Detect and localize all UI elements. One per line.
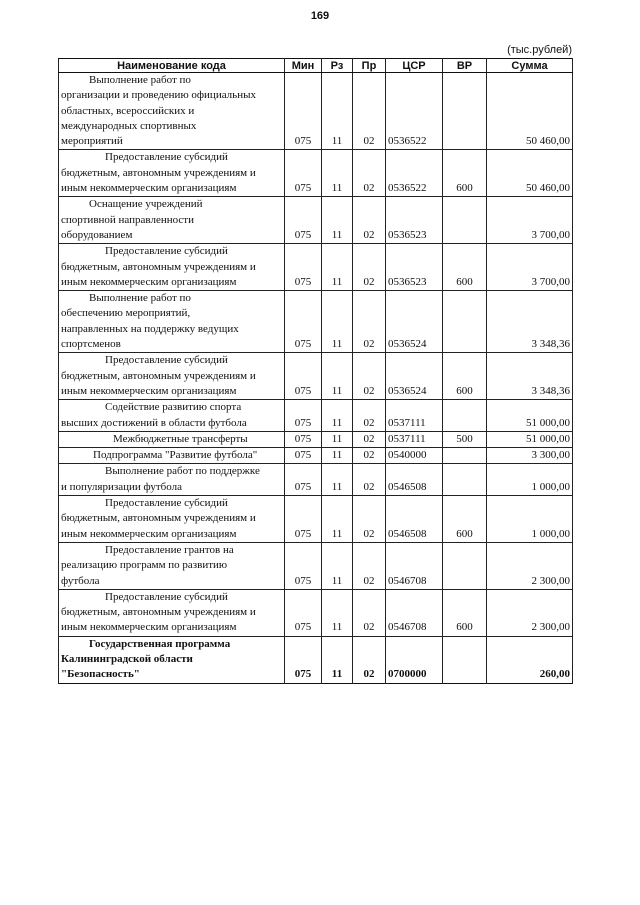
- row-sum: 2 300,00: [487, 589, 573, 636]
- row-min: 075: [285, 353, 322, 400]
- row-name: [59, 73, 285, 150]
- row-name-line: обеспечению мероприятий,: [61, 307, 191, 320]
- table-row: [59, 496, 573, 543]
- row-rz: 11: [322, 542, 353, 589]
- row-sum: 51 000,00: [487, 431, 573, 447]
- row-min: 075: [285, 448, 322, 464]
- row-min: 075: [285, 244, 322, 291]
- row-name: [59, 431, 285, 447]
- row-csr: 0536522: [386, 73, 443, 150]
- header-name: Наименование кода: [59, 59, 285, 73]
- row-name-line: бюджетным, автономным учреждениям и: [61, 606, 256, 619]
- row-vr: [443, 448, 487, 464]
- row-csr: 0536522: [386, 150, 443, 197]
- row-min: 075: [285, 496, 322, 543]
- row-vr: [443, 197, 487, 244]
- row-name-line: спортсменов: [61, 338, 121, 351]
- row-name-line: Предоставление субсидий: [105, 151, 228, 164]
- table-row: [59, 448, 573, 464]
- budget-table: [58, 58, 573, 684]
- row-rz: 11: [322, 150, 353, 197]
- row-rz: 11: [322, 448, 353, 464]
- table-row: [59, 244, 573, 291]
- row-vr: [443, 464, 487, 496]
- row-csr: 0546708: [386, 542, 443, 589]
- row-vr: 600: [443, 150, 487, 197]
- row-min: 075: [285, 589, 322, 636]
- row-csr: 0536524: [386, 291, 443, 353]
- row-sum: 260,00: [487, 636, 573, 683]
- row-name: [59, 400, 285, 432]
- row-min: 075: [285, 150, 322, 197]
- row-rz: 11: [322, 244, 353, 291]
- row-min: 075: [285, 197, 322, 244]
- row-name-line: Государственная программа: [89, 637, 231, 650]
- row-name-line: спортивной направленности: [61, 213, 194, 226]
- row-name: [59, 150, 285, 197]
- row-rz: 11: [322, 291, 353, 353]
- row-name: [59, 197, 285, 244]
- table-row: [59, 636, 573, 683]
- row-csr: 0546508: [386, 496, 443, 543]
- row-name: [59, 244, 285, 291]
- row-sum: 3 700,00: [487, 244, 573, 291]
- row-name-line: бюджетным, автономным учреждениям и: [61, 166, 256, 179]
- row-csr: 0536523: [386, 244, 443, 291]
- row-name-line: иным некоммерческим организациям: [61, 527, 237, 540]
- row-rz: 11: [322, 73, 353, 150]
- row-name: [59, 464, 285, 496]
- table-row: [59, 150, 573, 197]
- row-rz: 11: [322, 636, 353, 683]
- row-name-line: бюджетным, автономным учреждениям и: [61, 369, 256, 382]
- row-pr: 02: [353, 291, 386, 353]
- row-name-line: бюджетным, автономным учреждениям и: [61, 260, 256, 273]
- row-name-line: иным некоммерческим организациям: [61, 384, 237, 397]
- row-rz: 11: [322, 496, 353, 543]
- row-name-line: Калининградской области: [61, 652, 193, 665]
- row-name: [59, 636, 285, 683]
- table-row: [59, 431, 573, 447]
- row-csr: 0536523: [386, 197, 443, 244]
- row-vr: [443, 542, 487, 589]
- row-min: 075: [285, 636, 322, 683]
- row-vr: 600: [443, 353, 487, 400]
- row-vr: [443, 400, 487, 432]
- row-pr: 02: [353, 589, 386, 636]
- row-csr: 0536524: [386, 353, 443, 400]
- header-sum: Сумма: [487, 59, 573, 73]
- row-rz: 11: [322, 400, 353, 432]
- row-pr: 02: [353, 73, 386, 150]
- header-min: Мин: [285, 59, 322, 73]
- row-name-line: Выполнение работ по: [89, 292, 191, 305]
- row-pr: 02: [353, 197, 386, 244]
- row-sum: 3 700,00: [487, 197, 573, 244]
- row-pr: 02: [353, 496, 386, 543]
- row-name-line: реализацию программ по развитию: [61, 559, 228, 572]
- row-vr: 600: [443, 496, 487, 543]
- header-rz: Рз: [322, 59, 353, 73]
- row-rz: 11: [322, 197, 353, 244]
- row-sum: 3 348,36: [487, 291, 573, 353]
- row-name-line: Выполнение работ по: [89, 74, 191, 86]
- row-csr: 0540000: [386, 448, 443, 464]
- row-sum: 3 300,00: [487, 448, 573, 464]
- row-csr: 0700000: [386, 636, 443, 683]
- row-min: 075: [285, 291, 322, 353]
- row-name-line: организации и проведению официальных: [61, 89, 256, 102]
- table-row: [59, 542, 573, 589]
- row-rz: 11: [322, 353, 353, 400]
- row-name-line: и популяризации футбола: [61, 480, 182, 493]
- row-name-line: иным некоммерческим организациям: [61, 275, 237, 288]
- row-pr: 02: [353, 464, 386, 496]
- row-min: 075: [285, 464, 322, 496]
- table-row: [59, 400, 573, 432]
- row-name-line: бюджетным, автономным учреждениям и: [61, 512, 256, 525]
- row-sum: 51 000,00: [487, 400, 573, 432]
- row-name: [59, 589, 285, 636]
- row-name-line: "Безопасность": [61, 668, 140, 681]
- row-pr: 02: [353, 353, 386, 400]
- row-vr: 600: [443, 244, 487, 291]
- table-row: [59, 291, 573, 353]
- row-name-line: Содействие развитию спорта: [105, 401, 242, 414]
- row-csr: 0546708: [386, 589, 443, 636]
- row-pr: 02: [353, 400, 386, 432]
- row-sum: 2 300,00: [487, 542, 573, 589]
- row-name: [59, 448, 285, 464]
- row-name-line: иным некоммерческим организациям: [61, 182, 237, 195]
- table-row: [59, 73, 573, 150]
- table-row: [59, 197, 573, 244]
- row-name-line: областных, всероссийских и: [61, 104, 195, 117]
- row-sum: 3 348,36: [487, 353, 573, 400]
- table-row: [59, 353, 573, 400]
- row-name-line: оборудованием: [61, 228, 133, 241]
- row-min: 075: [285, 431, 322, 447]
- row-name-line: направленных на поддержку ведущих: [61, 322, 239, 335]
- row-name-line: футбола: [61, 574, 100, 587]
- header-vr: ВР: [443, 59, 487, 73]
- row-rz: 11: [322, 431, 353, 447]
- table-header-row: [59, 59, 573, 73]
- row-vr: [443, 73, 487, 150]
- units-label: (тыс.рублей): [507, 44, 572, 56]
- row-sum: 50 460,00: [487, 73, 573, 150]
- row-rz: 11: [322, 464, 353, 496]
- row-vr: [443, 291, 487, 353]
- row-pr: 02: [353, 542, 386, 589]
- row-name: [59, 291, 285, 353]
- row-name-line: Предоставление субсидий: [105, 497, 228, 510]
- row-name-line: международных спортивных: [61, 119, 197, 132]
- row-pr: 02: [353, 448, 386, 464]
- page-number: 169: [310, 10, 330, 22]
- row-pr: 02: [353, 244, 386, 291]
- header-csr: ЦСР: [386, 59, 443, 73]
- row-vr: 500: [443, 431, 487, 447]
- row-name-line: Межбюджетные трансферты: [113, 432, 248, 445]
- row-name: [59, 542, 285, 589]
- row-name-line: Предоставление субсидий: [105, 590, 228, 603]
- row-min: 075: [285, 542, 322, 589]
- row-name-line: Выполнение работ по поддержке: [105, 465, 260, 478]
- row-name-line: Оснащение учреждений: [89, 198, 203, 211]
- row-pr: 02: [353, 636, 386, 683]
- row-csr: 0537111: [386, 400, 443, 432]
- row-vr: [443, 636, 487, 683]
- row-sum: 1 000,00: [487, 464, 573, 496]
- row-name-line: Предоставление субсидий: [105, 354, 228, 367]
- row-min: 075: [285, 400, 322, 432]
- row-vr: 600: [443, 589, 487, 636]
- row-name-line: иным некоммерческим организациям: [61, 621, 237, 634]
- row-pr: 02: [353, 150, 386, 197]
- table-row: [59, 464, 573, 496]
- row-name: [59, 353, 285, 400]
- row-name-line: высших достижений в области футбола: [61, 416, 247, 429]
- row-rz: 11: [322, 589, 353, 636]
- header-pr: Пр: [353, 59, 386, 73]
- row-sum: 1 000,00: [487, 496, 573, 543]
- row-sum: 50 460,00: [487, 150, 573, 197]
- row-csr: 0537111: [386, 431, 443, 447]
- row-name-line: мероприятий: [61, 135, 123, 148]
- row-name: [59, 496, 285, 543]
- row-csr: 0546508: [386, 464, 443, 496]
- row-name-line: Предоставление субсидий: [105, 245, 228, 258]
- row-name-line: Подпрограмма "Развитие футбола": [93, 449, 258, 462]
- row-name-line: Предоставление грантов на: [105, 543, 234, 556]
- row-min: 075: [285, 73, 322, 150]
- table-row: [59, 589, 573, 636]
- row-pr: 02: [353, 431, 386, 447]
